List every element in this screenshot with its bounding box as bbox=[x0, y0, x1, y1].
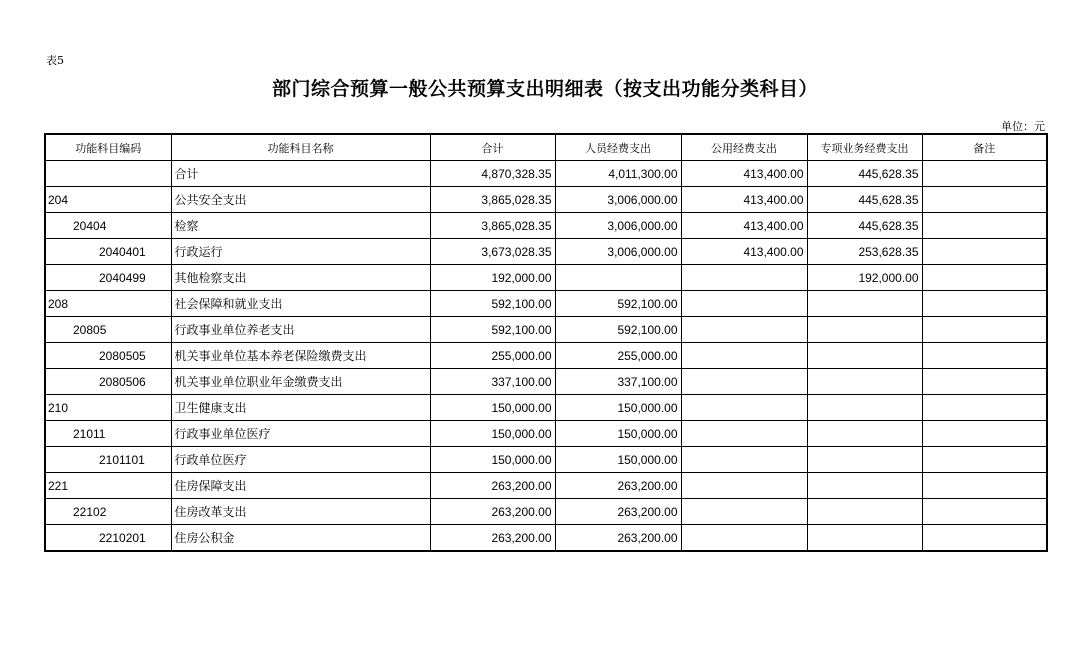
cell-total: 592,100.00 bbox=[430, 317, 555, 343]
cell-public bbox=[681, 317, 807, 343]
cell-personnel bbox=[555, 265, 681, 291]
table-row bbox=[45, 473, 1047, 499]
cell-remark bbox=[922, 395, 1047, 421]
cell-name: 其他检察支出 bbox=[171, 265, 430, 291]
table-header bbox=[45, 134, 1047, 161]
cell-code: 208 bbox=[45, 291, 171, 317]
table-row bbox=[45, 447, 1047, 473]
cell-remark bbox=[922, 317, 1047, 343]
cell-public bbox=[681, 265, 807, 291]
cell-total: 337,100.00 bbox=[430, 369, 555, 395]
table-row bbox=[45, 161, 1047, 187]
cell-personnel: 592,100.00 bbox=[555, 291, 681, 317]
cell-remark bbox=[922, 473, 1047, 499]
cell-public bbox=[681, 395, 807, 421]
header-remark: 备注 bbox=[922, 134, 1047, 161]
table-row bbox=[45, 317, 1047, 343]
table-row bbox=[45, 343, 1047, 369]
cell-public bbox=[681, 499, 807, 525]
cell-personnel: 263,200.00 bbox=[555, 499, 681, 525]
cell-public bbox=[681, 291, 807, 317]
cell-public bbox=[681, 421, 807, 447]
cell-code: 20404 bbox=[45, 213, 171, 239]
cell-special bbox=[807, 369, 922, 395]
cell-code: 21011 bbox=[45, 421, 171, 447]
cell-special bbox=[807, 317, 922, 343]
cell-code: 2040401 bbox=[45, 239, 171, 265]
cell-name: 机关事业单位职业年金缴费支出 bbox=[171, 369, 430, 395]
page-title: 部门综合预算一般公共预算支出明细表（按支出功能分类科目） bbox=[271, 78, 818, 100]
header-public: 公用经费支出 bbox=[681, 134, 807, 161]
table-row bbox=[45, 499, 1047, 525]
cell-personnel: 150,000.00 bbox=[555, 395, 681, 421]
cell-special bbox=[807, 291, 922, 317]
cell-total: 4,870,328.35 bbox=[430, 161, 555, 187]
cell-code: 2101101 bbox=[45, 447, 171, 473]
cell-total: 3,673,028.35 bbox=[430, 239, 555, 265]
cell-name: 合计 bbox=[171, 161, 430, 187]
cell-special bbox=[807, 499, 922, 525]
table-row bbox=[45, 525, 1047, 552]
cell-special bbox=[807, 525, 922, 552]
header-name: 功能科目名称 bbox=[171, 134, 430, 161]
header-special: 专项业务经费支出 bbox=[807, 134, 922, 161]
cell-public bbox=[681, 525, 807, 552]
cell-personnel: 3,006,000.00 bbox=[555, 213, 681, 239]
table-body bbox=[45, 161, 1047, 552]
unit-label: 单位：元 bbox=[1001, 120, 1045, 133]
table-row bbox=[45, 187, 1047, 213]
cell-remark bbox=[922, 447, 1047, 473]
cell-special: 445,628.35 bbox=[807, 213, 922, 239]
cell-name: 行政运行 bbox=[171, 239, 430, 265]
cell-name: 社会保障和就业支出 bbox=[171, 291, 430, 317]
cell-code: 2210201 bbox=[45, 525, 171, 552]
cell-personnel: 4,011,300.00 bbox=[555, 161, 681, 187]
cell-code: 2080506 bbox=[45, 369, 171, 395]
cell-remark bbox=[922, 161, 1047, 187]
cell-remark bbox=[922, 369, 1047, 395]
cell-total: 150,000.00 bbox=[430, 447, 555, 473]
cell-name: 住房保障支出 bbox=[171, 473, 430, 499]
cell-remark bbox=[922, 499, 1047, 525]
cell-total: 3,865,028.35 bbox=[430, 187, 555, 213]
header-total: 合计 bbox=[430, 134, 555, 161]
cell-personnel: 3,006,000.00 bbox=[555, 239, 681, 265]
header-personnel: 人员经费支出 bbox=[555, 134, 681, 161]
cell-personnel: 255,000.00 bbox=[555, 343, 681, 369]
cell-special bbox=[807, 473, 922, 499]
cell-special: 192,000.00 bbox=[807, 265, 922, 291]
cell-code: 2080505 bbox=[45, 343, 171, 369]
cell-code bbox=[45, 161, 171, 187]
cell-special: 445,628.35 bbox=[807, 187, 922, 213]
cell-name: 住房公积金 bbox=[171, 525, 430, 552]
table-row bbox=[45, 265, 1047, 291]
cell-name: 检察 bbox=[171, 213, 430, 239]
cell-public: 413,400.00 bbox=[681, 239, 807, 265]
table-row bbox=[45, 291, 1047, 317]
cell-personnel: 592,100.00 bbox=[555, 317, 681, 343]
cell-remark bbox=[922, 187, 1047, 213]
cell-code: 22102 bbox=[45, 499, 171, 525]
cell-personnel: 150,000.00 bbox=[555, 447, 681, 473]
cell-personnel: 337,100.00 bbox=[555, 369, 681, 395]
cell-code: 2040499 bbox=[45, 265, 171, 291]
cell-public bbox=[681, 369, 807, 395]
cell-total: 263,200.00 bbox=[430, 473, 555, 499]
table-row bbox=[45, 421, 1047, 447]
cell-remark bbox=[922, 525, 1047, 552]
cell-special: 445,628.35 bbox=[807, 161, 922, 187]
table-row bbox=[45, 213, 1047, 239]
cell-name: 行政单位医疗 bbox=[171, 447, 430, 473]
cell-public: 413,400.00 bbox=[681, 187, 807, 213]
table-row bbox=[45, 395, 1047, 421]
table-row bbox=[45, 369, 1047, 395]
cell-code: 221 bbox=[45, 473, 171, 499]
cell-personnel: 150,000.00 bbox=[555, 421, 681, 447]
cell-special bbox=[807, 343, 922, 369]
cell-remark bbox=[922, 343, 1047, 369]
cell-code: 20805 bbox=[45, 317, 171, 343]
budget-table bbox=[44, 133, 1048, 552]
cell-total: 3,865,028.35 bbox=[430, 213, 555, 239]
cell-remark bbox=[922, 421, 1047, 447]
header-code: 功能科目编码 bbox=[45, 134, 171, 161]
cell-name: 住房改革支出 bbox=[171, 499, 430, 525]
cell-name: 行政事业单位养老支出 bbox=[171, 317, 430, 343]
cell-public bbox=[681, 447, 807, 473]
cell-special bbox=[807, 421, 922, 447]
cell-total: 150,000.00 bbox=[430, 395, 555, 421]
table-number: 表5 bbox=[46, 54, 64, 67]
cell-special bbox=[807, 395, 922, 421]
cell-name: 行政事业单位医疗 bbox=[171, 421, 430, 447]
cell-public bbox=[681, 473, 807, 499]
cell-special: 253,628.35 bbox=[807, 239, 922, 265]
cell-remark bbox=[922, 239, 1047, 265]
cell-personnel: 3,006,000.00 bbox=[555, 187, 681, 213]
cell-public: 413,400.00 bbox=[681, 213, 807, 239]
cell-remark bbox=[922, 291, 1047, 317]
table-row bbox=[45, 239, 1047, 265]
cell-total: 150,000.00 bbox=[430, 421, 555, 447]
cell-name: 公共安全支出 bbox=[171, 187, 430, 213]
cell-code: 210 bbox=[45, 395, 171, 421]
cell-total: 255,000.00 bbox=[430, 343, 555, 369]
cell-code: 204 bbox=[45, 187, 171, 213]
cell-total: 263,200.00 bbox=[430, 525, 555, 552]
cell-name: 卫生健康支出 bbox=[171, 395, 430, 421]
cell-remark bbox=[922, 265, 1047, 291]
cell-total: 192,000.00 bbox=[430, 265, 555, 291]
cell-name: 机关事业单位基本养老保险缴费支出 bbox=[171, 343, 430, 369]
cell-total: 592,100.00 bbox=[430, 291, 555, 317]
cell-remark bbox=[922, 213, 1047, 239]
cell-public: 413,400.00 bbox=[681, 161, 807, 187]
cell-special bbox=[807, 447, 922, 473]
cell-personnel: 263,200.00 bbox=[555, 473, 681, 499]
cell-total: 263,200.00 bbox=[430, 499, 555, 525]
cell-public bbox=[681, 343, 807, 369]
cell-personnel: 263,200.00 bbox=[555, 525, 681, 552]
header-row bbox=[45, 134, 1047, 161]
